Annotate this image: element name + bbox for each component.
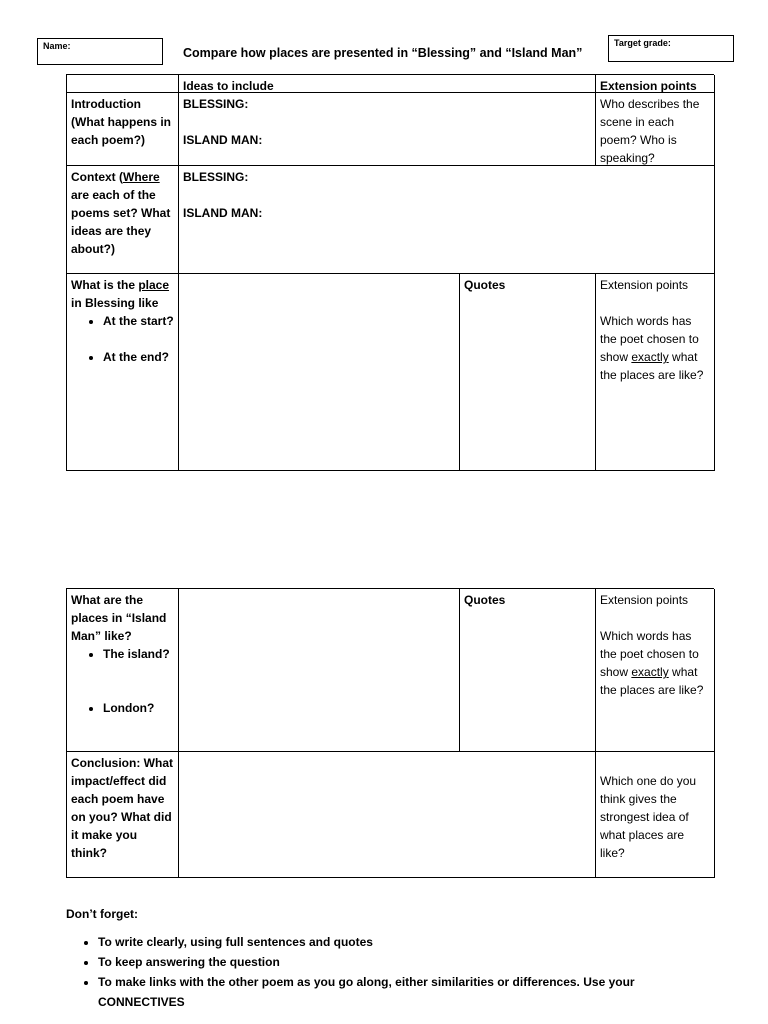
- row-label-context: Context (Where are each of the poems set? What ideas are they about?): [67, 166, 179, 274]
- row-label-places-island-man: What are the places in “Island Man” like? • The island? • London?: [67, 589, 179, 752]
- header-extension: Extension points: [596, 75, 715, 93]
- bullet-the-island: • The island?: [103, 645, 174, 663]
- list-item: • To keep answering the question: [98, 952, 706, 972]
- name-label: Name:: [43, 41, 71, 51]
- intro-label-title: Introduction: [71, 97, 141, 111]
- places-island-answer-cell[interactable]: [179, 589, 460, 752]
- name-field[interactable]: [37, 38, 163, 65]
- intro-blessing-label: BLESSING:: [183, 97, 249, 111]
- intro-label-question: (What happens in each poem?): [71, 115, 171, 147]
- intro-ideas-cell[interactable]: [179, 93, 596, 166]
- context-ideas-cell[interactable]: [179, 166, 715, 274]
- list-item: • To write clearly, using full sentences and quotes: [98, 932, 706, 952]
- bullet-at-end: • At the end?: [103, 348, 174, 366]
- row-label-introduction: [67, 93, 179, 166]
- place-blessing-answer-cell[interactable]: [179, 274, 460, 471]
- target-grade-label: Target grade:: [614, 38, 671, 48]
- list-item: • To make links with the other poem as you go along, either similarities or differences. Use your CONNECTIVES: [98, 972, 706, 1012]
- bullet-london: • London?: [103, 699, 174, 717]
- reminders-section: [66, 904, 706, 1012]
- bullet-at-start: • At the start?: [103, 312, 174, 330]
- conclusion-answer-cell[interactable]: [179, 752, 596, 878]
- place-blessing-extension-cell: Extension points Which words has the poet chosen to show exactly what the places are like?: [596, 274, 715, 471]
- planning-table-island-man: [66, 588, 714, 878]
- row-label-conclusion: Conclusion: What impact/effect did each poem have on you? What did it make you think?: [67, 752, 179, 878]
- header-ideas: Ideas to include: [179, 75, 596, 93]
- places-island-quotes-cell[interactable]: Quotes: [460, 589, 596, 752]
- intro-extension-cell: Who describes the scene in each poem? Who is speaking?: [596, 93, 715, 166]
- row-label-place-blessing: What is the place in Blessing like • At the start? • At the end?: [67, 274, 179, 471]
- reminders-list: [66, 932, 706, 1012]
- places-island-extension-cell: Extension points Which words has the poet chosen to show exactly what the places are like?: [596, 589, 715, 752]
- planning-table-blessing: [66, 74, 714, 471]
- context-island-label: ISLAND MAN:: [183, 206, 263, 220]
- target-grade-field[interactable]: [608, 35, 734, 62]
- header-cell-empty: [67, 75, 179, 93]
- context-blessing-label: BLESSING:: [183, 170, 249, 184]
- reminders-heading: Don’t forget:: [66, 907, 138, 921]
- page-title: Compare how places are presented in “Blessing” and “Island Man”: [183, 46, 583, 60]
- place-blessing-quotes-cell[interactable]: Quotes: [460, 274, 596, 471]
- conclusion-extension-cell: Which one do you think gives the strongest idea of what places are like?: [596, 752, 715, 878]
- intro-island-label: ISLAND MAN:: [183, 133, 263, 147]
